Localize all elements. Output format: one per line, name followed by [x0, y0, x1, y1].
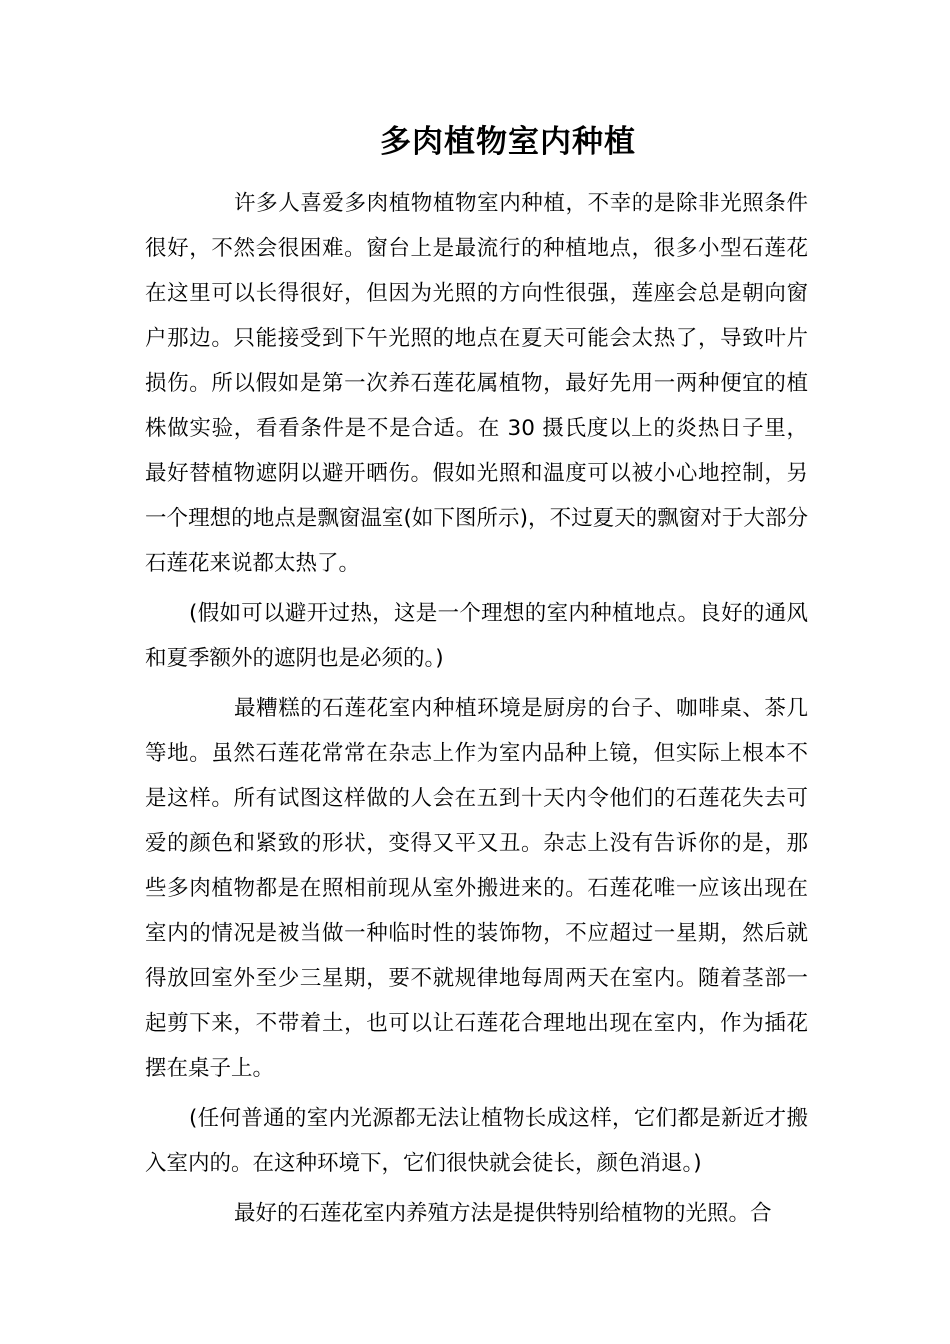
document-body	[145, 181, 808, 1236]
paragraph-worst-environment: 最糟糕的石莲花室内种植环境是厨房的台子、咖啡桌、茶几等地。虽然石莲花常常在杂志上作为室内品种上镜，但实际上根本不是这样。所有试图这样做的人会在五到十天内令他们的石莲花失去可爱的颜色和紧致的形状，变得又平又丑。杂志上没有告诉你的是，那些多肉植物都是在照相前现从室外搬进来的。石莲花唯一应该出现在室内的情况是被当做一种临时性的装饰物，不应超过一星期，然后就得放回室外至少三星期，要不就规律地每周两天在室内。随着茎部一起剪下来，不带着土，也可以让石莲花合理地出现在室内，作为插花摆在桌子上。	[145, 696, 808, 1081]
paragraph-best-method: 最好的石莲花室内养殖方法是提供特别给植物的光照。合	[234, 1201, 772, 1226]
paragraph-intro: 许多人喜爱多肉植物植物室内种植，不幸的是除非光照条件很好，不然会很困难。窗台上是最流行的种植地点，很多小型石莲花在这里可以长得很好，但因为光照的方向性很强，莲座会总是朝向窗户那边。只能接受到下午光照的地点在夏天可能会太热了，导致叶片损伤。所以假如是第一次养石莲花属植物，最好先用一两种便宜的植株做实验，看看条件是不是合适。在 30 摄氏度以上的炎热日子里，最好替植物遮阴以避开晒伤。假如光照和温度可以被小心地控制，另一个理想的地点是飘窗温室(如下图所示)，不过夏天的飘窗对于大部分石莲花来说都太热了。	[145, 191, 808, 576]
document-title: 多肉植物室内种植	[380, 124, 636, 160]
paragraph-caption-1: (假如可以避开过热，这是一个理想的室内种植地点。良好的通风和夏季额外的遮阴也是必须的。)	[145, 601, 808, 671]
paragraph-caption-2: (任何普通的室内光源都无法让植物长成这样，它们都是新近才搬入室内的。在这种环境下，它们很快就会徒长，颜色消退。)	[145, 1106, 808, 1176]
